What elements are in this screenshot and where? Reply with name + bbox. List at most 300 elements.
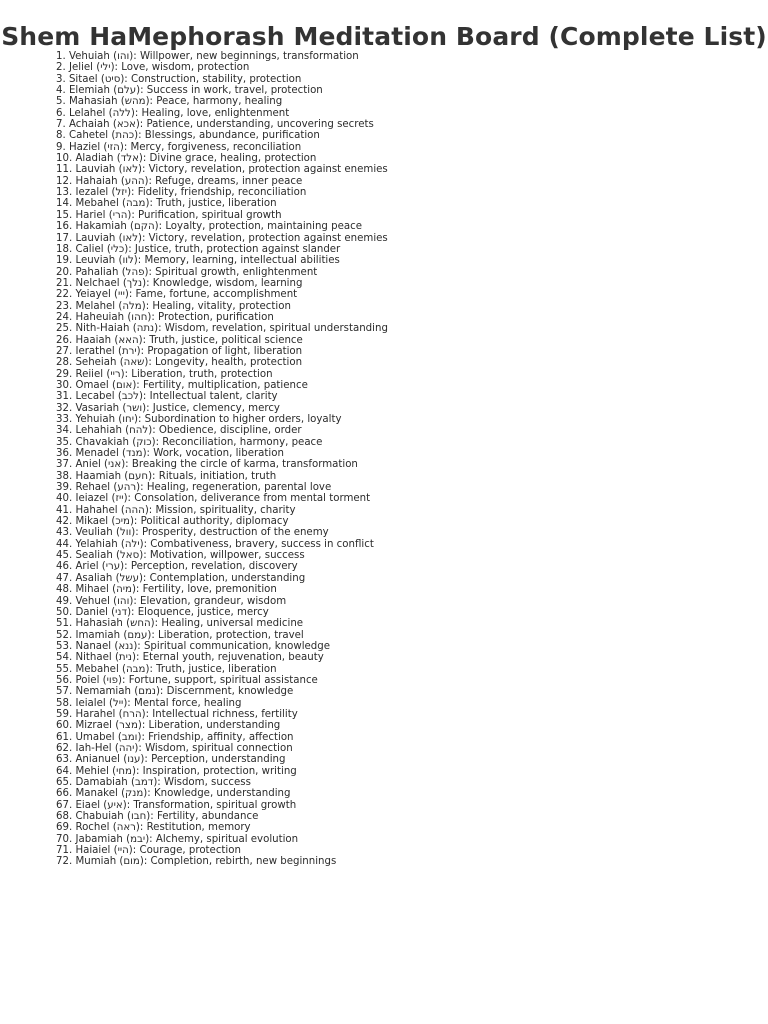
- angel-meaning: Consolation, deliverance from mental torment: [134, 493, 371, 505]
- hebrew-letters: סיט: [104, 73, 121, 85]
- angel-meaning: Motivation, willpower, success: [149, 550, 305, 562]
- angel-meaning: Blessings, abundance, purification: [144, 130, 320, 142]
- angel-name: Haiaiel: [75, 845, 111, 857]
- item-number: 70: [56, 833, 69, 845]
- angel-meaning: Breaking the circle of karma, transformation: [131, 459, 358, 471]
- angel-meaning: Justice, clemency, mercy: [152, 402, 280, 414]
- list-item: 45. Sealiah (סאל): Motivation, willpower, success: [56, 550, 305, 562]
- angel-meaning: Perception, revelation, discovery: [130, 561, 298, 573]
- item-number: 48: [56, 584, 69, 596]
- list-item: 4. Elemiah (עלם): Success in work, travel, protection: [56, 85, 323, 97]
- hebrew-letters: ענו: [127, 754, 141, 766]
- angel-meaning: Wisdom, success: [163, 777, 251, 788]
- item-number: 12: [56, 175, 69, 187]
- list-item: 14. Mebahel (מבה): Truth, justice, liberation: [56, 198, 277, 210]
- hebrew-letters: עשל: [119, 572, 139, 584]
- hebrew-letters: לאו: [122, 232, 138, 244]
- item-number: 66: [56, 788, 69, 800]
- hebrew-letters: יזל: [115, 187, 128, 199]
- angel-name: Lauviah: [75, 164, 116, 176]
- item-number: 64: [56, 765, 69, 777]
- list-item: 58. Ieialel (ייל): Mental force, healing: [56, 697, 242, 709]
- item-number: 30: [56, 379, 69, 391]
- angel-name: Seheiah: [75, 357, 117, 369]
- list-item: 9. Haziel (הזי): Mercy, forgiveness, reconciliation: [56, 141, 302, 153]
- list-item: 64. Mehiel (מחי): Inspiration, protection, writing: [56, 765, 297, 777]
- hebrew-letters: לכב: [121, 391, 139, 403]
- angel-name: Anianuel: [75, 754, 120, 766]
- angel-name: Mizrael: [75, 720, 112, 732]
- hebrew-letters: ערי: [105, 561, 121, 573]
- item-number: 50: [56, 606, 69, 618]
- list-item: 55. Mebahel (מבה): Truth, justice, liberation: [56, 663, 277, 675]
- list-item: 53. Nanael (ננא): Spiritual communication, knowledge: [56, 640, 330, 652]
- list-item: 10. Aladiah (אלד): Divine grace, healing, protection: [56, 153, 317, 165]
- item-number: 67: [56, 799, 69, 811]
- list-item: 42. Mikael (מיכ): Political authority, diplomacy: [56, 516, 289, 528]
- angel-meaning: Obedience, discipline, order: [158, 425, 302, 437]
- item-number: 41: [56, 504, 69, 516]
- angel-name: Rehael: [75, 482, 111, 494]
- hebrew-letters: רהע: [117, 482, 137, 494]
- angel-meaning: Purification, spiritual growth: [138, 209, 282, 221]
- list-item: 49. Vehuel (והו): Elevation, grandeur, wisdom: [56, 595, 287, 607]
- hebrew-letters: החש: [130, 618, 151, 630]
- list-item: 50. Daniel (דני): Eloquence, justice, mercy: [56, 606, 269, 618]
- page-title: Shem HaMephorash Meditation Board (Complete List): [1, 21, 767, 51]
- item-number: 38: [56, 470, 69, 482]
- list-item: 48. Mihael (מיה): Fertility, love, premonition: [56, 584, 277, 596]
- hebrew-letters: דני: [115, 606, 128, 618]
- angel-meaning: Friendship, affinity, affection: [148, 731, 294, 743]
- angel-meaning: Work, vocation, liberation: [153, 448, 284, 460]
- angel-meaning: Contemplation, understanding: [149, 572, 306, 584]
- angel-name: Jeliel: [68, 62, 93, 74]
- list-item: 57. Nemamiah (נמם): Discernment, knowledge: [56, 686, 294, 698]
- angel-meaning: Wisdom, revelation, spiritual understanding: [164, 323, 388, 335]
- list-item: 5. Mahasiah (מהש): Peace, harmony, healing: [56, 96, 283, 108]
- hebrew-letters: וול: [119, 527, 132, 539]
- list-item: 56. Poiel (פוי): Fortune, support, spiritual assistance: [56, 674, 318, 686]
- item-number: 60: [56, 720, 69, 732]
- angel-name: Hahasiah: [75, 618, 123, 630]
- angel-name: Hahaiah: [75, 175, 118, 187]
- item-number: 28: [56, 357, 69, 369]
- list-item: 24. Haheuiah (חהו): Protection, purification: [56, 311, 274, 323]
- list-item: 51. Hahasiah (החש): Healing, universal medicine: [56, 618, 304, 630]
- list-item: 52. Imamiah (עמם): Liberation, protection, travel: [56, 629, 304, 641]
- item-number: 69: [56, 822, 69, 834]
- item-number: 68: [56, 811, 69, 823]
- angel-name: Nith-Haiah: [75, 323, 130, 335]
- angel-name: Mikael: [75, 516, 109, 528]
- angel-meaning: Liberation, truth, protection: [131, 368, 273, 380]
- angel-meaning: Discernment, knowledge: [166, 686, 294, 698]
- angel-name: Mumiah: [75, 856, 117, 868]
- hebrew-letters: ריי: [110, 368, 121, 380]
- angel-name: Nithael: [75, 652, 112, 664]
- item-number: 8: [56, 130, 63, 142]
- item-number: 33: [56, 414, 69, 425]
- angel-name: Caliel: [75, 243, 104, 255]
- list-item: 11. Lauviah (לאו): Victory, revelation, protection against enemies: [56, 164, 388, 176]
- angel-name: Lehahiah: [75, 425, 122, 437]
- angel-name: Eiael: [75, 799, 101, 811]
- list-item: 66. Manakel (מנק): Knowledge, understanding: [56, 788, 291, 800]
- angel-name: Vehuiah: [68, 51, 110, 62]
- item-number: 24: [56, 311, 69, 323]
- list-item: 16. Hakamiah (הקם): Loyalty, protection, maintaining peace: [56, 221, 362, 233]
- item-number: 16: [56, 221, 69, 233]
- angel-name: Jabamiah: [75, 833, 123, 845]
- list-item: 68. Chabuiah (חבו): Fertility, abundance: [56, 811, 259, 823]
- angel-meaning: Patience, understanding, uncovering secrets: [146, 119, 374, 131]
- hebrew-letters: מבה: [126, 663, 146, 675]
- hebrew-letters: הזי: [107, 141, 120, 153]
- list-item: 44. Yelahiah (ילה): Combativeness, bravery, success in conflict: [56, 538, 374, 550]
- hebrew-letters: חבו: [130, 811, 147, 823]
- hebrew-letters: יבמ: [130, 833, 146, 845]
- angel-meaning: Fertility, multiplication, patience: [142, 379, 308, 391]
- list-item: 38. Haamiah (חעם): Rituals, initiation, truth: [56, 470, 277, 482]
- item-number: 15: [56, 209, 69, 221]
- item-number: 36: [56, 448, 69, 460]
- angel-meaning: Divine grace, healing, protection: [149, 153, 317, 165]
- angel-name: Lecabel: [75, 391, 115, 403]
- list-item: 34. Lehahiah (להח): Obedience, discipline, order: [56, 425, 302, 437]
- item-number: 53: [56, 640, 69, 652]
- list-item: 39. Rehael (רהע): Healing, regeneration, parental love: [56, 482, 332, 494]
- angel-name: Haheuiah: [75, 311, 125, 323]
- hebrew-letters: ילה: [124, 538, 140, 550]
- item-number: 11: [56, 164, 69, 176]
- angel-name: Ierathel: [75, 345, 115, 357]
- angel-name: Reiiel: [75, 368, 104, 380]
- hebrew-letters: ייז: [115, 493, 124, 505]
- hebrew-letters: נתה: [136, 323, 155, 335]
- hebrew-letters: מנק: [125, 788, 144, 800]
- angel-name: Melahel: [75, 300, 116, 312]
- list-item: 63. Anianuel (ענו): Perception, understanding: [56, 754, 286, 766]
- hebrew-letters: ושר: [126, 402, 143, 414]
- hebrew-letters: האא: [118, 334, 139, 346]
- item-number: 51: [56, 618, 69, 630]
- angel-meaning: Elevation, grandeur, wisdom: [140, 595, 287, 607]
- item-number: 55: [56, 663, 69, 675]
- item-number: 27: [56, 345, 69, 357]
- item-number: 43: [56, 527, 69, 539]
- list-item: 37. Aniel (אני): Breaking the circle of karma, transformation: [56, 459, 358, 471]
- item-number: 45: [56, 550, 69, 562]
- angel-name: Mebahel: [75, 663, 119, 675]
- item-number: 44: [56, 538, 69, 550]
- hebrew-letters: היי: [117, 845, 129, 857]
- hebrew-letters: לוו: [122, 255, 134, 267]
- hebrew-letters: ראה: [116, 822, 136, 834]
- item-number: 6: [56, 107, 63, 119]
- hebrew-letters: אלד: [120, 153, 139, 165]
- hebrew-letters: דמב: [134, 777, 154, 788]
- hebrew-letters: מבה: [126, 198, 146, 210]
- list-item: 36. Menadel (מנד): Work, vocation, liberation: [56, 448, 284, 460]
- angel-meaning: Protection, purification: [158, 311, 274, 323]
- item-number: 31: [56, 391, 69, 403]
- angel-meaning: Fidelity, friendship, reconciliation: [137, 187, 307, 199]
- angel-meaning: Restitution, memory: [146, 822, 251, 834]
- hebrew-letters: נית: [118, 652, 132, 664]
- hebrew-letters: מהש: [124, 96, 146, 108]
- angel-meaning: Liberation, protection, travel: [158, 629, 304, 641]
- item-number: 22: [56, 289, 69, 301]
- hebrew-letters: ההה: [124, 504, 145, 516]
- list-item: 33. Yehuiah (יחו): Subordination to higher orders, loyalty: [56, 414, 342, 425]
- angel-name: Manakel: [75, 788, 118, 800]
- item-number: 39: [56, 482, 69, 494]
- angel-name: Vehuel: [75, 595, 110, 607]
- angel-name: Veuliah: [75, 527, 113, 539]
- angel-meaning: Healing, love, enlightenment: [141, 107, 290, 119]
- angel-name: Mihael: [75, 584, 109, 596]
- angel-name: Nelchael: [75, 277, 120, 289]
- item-number: 71: [56, 845, 69, 857]
- angel-name: Iezalel: [75, 187, 109, 199]
- list-item: 31. Lecabel (לכב): Intellectual talent, clarity: [56, 391, 278, 403]
- angel-name: Cahetel: [68, 130, 109, 142]
- angel-name: Vasariah: [75, 402, 120, 414]
- hebrew-letters: אום: [115, 379, 133, 391]
- list-item: 12. Hahaiah (ההע): Refuge, dreams, inner peace: [56, 175, 303, 187]
- list-item: 22. Yeiayel (ייי): Fame, fortune, accomplishment: [56, 289, 298, 301]
- angel-meaning: Intellectual talent, clarity: [149, 391, 278, 403]
- angel-name: Nemamiah: [75, 686, 131, 698]
- angel-meaning: Reconciliation, harmony, peace: [162, 436, 323, 448]
- item-number: 2: [56, 62, 63, 74]
- list-item: 8. Cahetel (כהת): Blessings, abundance, purification: [56, 130, 320, 142]
- angel-name: Rochel: [75, 822, 110, 834]
- hebrew-letters: יהה: [118, 742, 135, 754]
- hebrew-letters: נמם: [138, 686, 156, 698]
- hebrew-letters: מצר: [119, 720, 138, 732]
- item-number: 46: [56, 561, 69, 573]
- list-item: 21. Nelchael (נלך): Knowledge, wisdom, learning: [56, 277, 303, 289]
- list-item: 59. Harahel (הרח): Intellectual richness, fertility: [56, 708, 298, 720]
- hebrew-letters: ללה: [112, 107, 131, 119]
- hebrew-letters: עלם: [117, 85, 137, 97]
- angel-name: Elemiah: [68, 85, 110, 97]
- hebrew-letters: ייי: [118, 289, 125, 301]
- item-number: 1: [56, 51, 63, 62]
- hebrew-letters: סאל: [120, 550, 140, 562]
- list-item: 28. Seheiah (שאה): Longevity, health, protection: [56, 357, 303, 369]
- angel-meaning: Mental force, healing: [133, 697, 242, 709]
- item-number: 9: [56, 141, 63, 153]
- angel-meaning: Alchemy, spiritual evolution: [155, 833, 299, 845]
- angel-meaning: Longevity, health, protection: [155, 357, 303, 369]
- hebrew-letters: איע: [107, 799, 123, 811]
- item-number: 29: [56, 368, 69, 380]
- hebrew-letters: ומב: [121, 731, 138, 743]
- hebrew-letters: פוי: [106, 674, 119, 686]
- list-item: 18. Caliel (כלי): Justice, truth, protection against slander: [56, 243, 341, 255]
- list-item: 40. Ieiazel (ייז): Consolation, deliverance from mental torment: [56, 493, 371, 505]
- hebrew-letters: פהל: [125, 266, 145, 278]
- angel-name: Chavakiah: [75, 436, 129, 448]
- angel-meaning: Eternal youth, rejuvenation, beauty: [142, 652, 324, 664]
- list-item: 62. Iah-Hel (יהה): Wisdom, spiritual connection: [56, 742, 293, 754]
- angel-meaning: Truth, justice, liberation: [156, 663, 277, 675]
- hebrew-letters: יחו: [122, 414, 134, 425]
- item-number: 10: [56, 153, 69, 165]
- list-item: 29. Reiiel (ריי): Liberation, truth, protection: [56, 368, 273, 380]
- list-item: 7. Achaiah (אכא): Patience, understanding, uncovering secrets: [56, 119, 374, 131]
- angel-name: Achaiah: [68, 119, 110, 131]
- list-item: 13. Iezalel (יזל): Fidelity, friendship, reconciliation: [56, 187, 307, 199]
- angel-meaning: Love, wisdom, protection: [121, 62, 250, 74]
- item-number: 13: [56, 187, 69, 199]
- hebrew-letters: ירת: [121, 345, 137, 357]
- list-item: 32. Vasariah (ושר): Justice, clemency, mercy: [56, 402, 280, 414]
- angel-meaning: Perception, understanding: [151, 754, 286, 766]
- angel-name: Aniel: [75, 459, 101, 471]
- list-item: 46. Ariel (ערי): Perception, revelation, discovery: [56, 561, 298, 573]
- angel-name: Aladiah: [75, 153, 114, 165]
- angel-name: Menadel: [75, 448, 119, 460]
- list-item: 27. Ierathel (ירת): Propagation of light, liberation: [56, 345, 303, 357]
- angel-meaning: Refuge, dreams, inner peace: [155, 175, 303, 187]
- angel-name: Ieiazel: [75, 493, 109, 505]
- angel-name: Mehiel: [75, 765, 109, 777]
- angel-name: Chabuiah: [75, 811, 124, 823]
- angel-name: Leuviah: [75, 255, 116, 267]
- angel-meaning: Fortune, support, spiritual assistance: [128, 674, 318, 686]
- list-item: 3. Sitael (סיט): Construction, stability, protection: [56, 73, 302, 85]
- angel-name: Yeiayel: [75, 289, 111, 301]
- list-item: 41. Hahahel (ההה): Mission, spirituality, charity: [56, 504, 296, 516]
- hebrew-letters: ילי: [100, 62, 111, 74]
- angel-meaning: Completion, rebirth, new beginnings: [150, 856, 337, 868]
- hebrew-letters: חהו: [131, 311, 148, 323]
- hebrew-letters: להח: [129, 425, 149, 437]
- list-item: 1. Vehuiah (והו): Willpower, new beginnings, transformation: [56, 51, 359, 62]
- angel-meaning: Mercy, forgiveness, reconciliation: [130, 141, 302, 153]
- list-item: 26. Haaiah (האא): Truth, justice, political science: [56, 334, 303, 346]
- hebrew-letters: מום: [123, 856, 140, 868]
- angel-name: Mahasiah: [68, 96, 118, 108]
- angel-name: Omael: [75, 379, 109, 391]
- hebrew-letters: חעם: [128, 470, 149, 482]
- list-item: 30. Omael (אום): Fertility, multiplication, patience: [56, 379, 308, 391]
- item-number: 32: [56, 402, 69, 414]
- angel-name: Imamiah: [75, 629, 121, 641]
- hebrew-letters: כוק: [136, 436, 152, 448]
- hebrew-letters: מלה: [122, 300, 142, 312]
- hebrew-letters: מיכ: [115, 516, 130, 528]
- hebrew-letters: ייל: [112, 697, 124, 709]
- item-number: 23: [56, 300, 69, 312]
- list-item: 72. Mumiah (מום): Completion, rebirth, new beginnings: [56, 856, 337, 868]
- item-number: 4: [56, 85, 63, 97]
- hebrew-letters: ננא: [118, 640, 134, 652]
- angel-meaning: Healing, regeneration, parental love: [146, 482, 332, 494]
- item-number: 26: [56, 334, 69, 346]
- hebrew-letters: כלי: [110, 243, 125, 255]
- angel-name: Yehuiah: [75, 414, 116, 425]
- angel-meaning: Victory, revelation, protection against enemies: [148, 164, 388, 176]
- angel-name: Ariel: [75, 561, 99, 573]
- item-number: 63: [56, 754, 69, 766]
- item-number: 58: [56, 697, 69, 709]
- item-number: 5: [56, 96, 63, 108]
- item-number: 40: [56, 493, 69, 505]
- angel-name: Poiel: [75, 674, 100, 686]
- angel-name: Ieialel: [75, 697, 106, 709]
- angel-meaning: Victory, revelation, protection against enemies: [148, 232, 388, 244]
- list-item: 47. Asaliah (עשל): Contemplation, understanding: [56, 572, 306, 584]
- list-item: 25. Nith-Haiah (נתה): Wisdom, revelation, spiritual understanding: [56, 323, 388, 335]
- angel-name: Hahahel: [75, 504, 118, 516]
- angel-meaning: Construction, stability, protection: [130, 73, 302, 85]
- angel-meaning: Truth, justice, liberation: [156, 198, 277, 210]
- angel-name: Umabel: [75, 731, 115, 743]
- angel-name: Pahaliah: [75, 266, 119, 278]
- angel-meaning: Fame, fortune, accomplishment: [135, 289, 298, 301]
- angel-meaning: Inspiration, protection, writing: [142, 765, 297, 777]
- list-item: 70. Jabamiah (יבמ): Alchemy, spiritual evolution: [56, 833, 299, 845]
- item-number: 25: [56, 323, 69, 335]
- item-number: 7: [56, 119, 63, 131]
- hebrew-letters: הרח: [122, 708, 142, 720]
- item-number: 56: [56, 674, 69, 686]
- item-number: 52: [56, 629, 69, 641]
- hebrew-letters: מיה: [116, 584, 132, 596]
- angel-meaning: Subordination to higher orders, loyalty: [144, 414, 342, 425]
- angel-name: Yelahiah: [75, 538, 118, 550]
- angel-meaning: Courage, protection: [139, 845, 241, 857]
- angel-name: Harahel: [75, 708, 116, 720]
- list-item: 35. Chavakiah (כוק): Reconciliation, harmony, peace: [56, 436, 323, 448]
- list-item: 61. Umabel (ומב): Friendship, affinity, affection: [56, 731, 294, 743]
- angel-name: Sitael: [68, 73, 98, 85]
- angel-meaning: Transformation, spiritual growth: [133, 799, 297, 811]
- list-item: 67. Eiael (איע): Transformation, spiritual growth: [56, 799, 297, 811]
- angel-meaning: Knowledge, wisdom, learning: [152, 277, 303, 289]
- angel-name: Haaiah: [75, 334, 112, 346]
- angel-meaning: Loyalty, protection, maintaining peace: [165, 221, 362, 233]
- angel-meaning: Intellectual richness, fertility: [152, 708, 298, 720]
- angel-meaning: Combativeness, bravery, success in conflict: [150, 538, 374, 550]
- angel-list: [56, 51, 388, 868]
- list-item: 19. Leuviah (לוו): Memory, learning, intellectual abilities: [56, 255, 340, 267]
- hebrew-letters: הרי: [112, 209, 128, 221]
- list-item: 71. Haiaiel (היי): Courage, protection: [56, 845, 241, 857]
- list-item: 69. Rochel (ראה): Restitution, memory: [56, 822, 251, 834]
- angel-name: Lauviah: [75, 232, 116, 244]
- angel-meaning: Justice, truth, protection against slander: [134, 243, 341, 255]
- hebrew-letters: שאה: [123, 357, 145, 369]
- angel-meaning: Spiritual growth, enlightenment: [155, 266, 318, 278]
- angel-meaning: Fertility, love, premonition: [142, 584, 277, 596]
- angel-name: Mebahel: [75, 198, 119, 210]
- hebrew-letters: אני: [108, 459, 122, 471]
- list-item: 65. Damabiah (דמב): Wisdom, success: [56, 777, 251, 788]
- angel-meaning: Knowledge, understanding: [153, 788, 291, 800]
- hebrew-letters: ההע: [124, 175, 145, 187]
- angel-name: Hakamiah: [75, 221, 127, 233]
- angel-meaning: Memory, learning, intellectual abilities: [144, 255, 340, 267]
- item-number: 3: [56, 73, 63, 85]
- list-item: 6. Lelahel (ללה): Healing, love, enlightenment: [56, 107, 290, 119]
- angel-name: Haamiah: [75, 470, 122, 482]
